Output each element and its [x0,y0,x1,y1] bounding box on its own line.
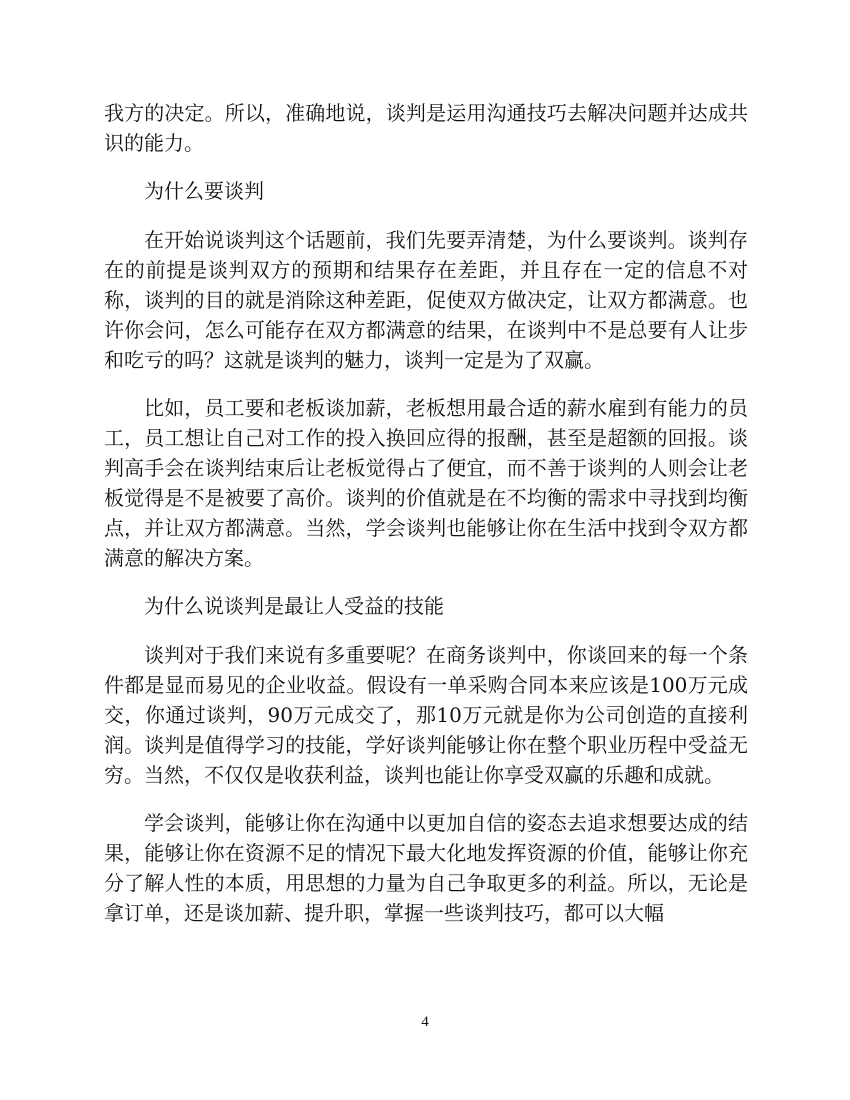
paragraph-why-negotiate: 在开始说谈判这个话题前，我们先要弄清楚，为什么要谈判。谈判存在的前提是谈判双方的预期和结果存在差距，并且存在一定的信息不对称，谈判的目的就是消除这种差距，促使双方做决定，让双方都满意。也许你会问，怎么可能存在双方都满意的结果，在谈判中不是总要有人让步和吃亏的吗？这就是谈判的魅力，谈判一定是为了双赢。 [104,228,748,372]
page-body [104,98,748,946]
section-heading-why-negotiate: 为什么要谈判 [144,179,264,203]
page-number: 4 [421,1014,429,1030]
section-heading-most-beneficial-skill: 为什么说谈判是最让人受益的技能 [144,594,444,618]
paragraph-salary-example: 比如，员工要和老板谈加薪，老板想用最合适的薪水雇到有能力的员工，员工想让自己对工作的投入换回应得的报酬，甚至是超额的回报。谈判高手会在谈判结束后让老板觉得占了便宜，而不善于谈判的人则会让老板觉得是不是被要了高价。谈判的价值就是在不均衡的需求中寻找到均衡点，并让双方都满意。当然，学会谈判也能够让你在生活中找到令双方都满意的解决方案。 [104,396,748,570]
paragraph-learn-negotiation: 学会谈判，能够让你在沟通中以更加自信的姿态去追求想要达成的结果，能够让你在资源不足的情况下最大化地发挥资源的价值，能够让你充分了解人性的本质，用思想的力量为自己争取更多的利益。所以，无论是拿订单，还是谈加薪、提升职，掌握一些谈判技巧，都可以大幅 [104,811,748,925]
paragraph-continuation: 我方的决定。所以，准确地说，谈判是运用沟通技巧去解决问题并达成共识的能力。 [104,101,748,155]
paragraph-business-negotiation: 谈判对于我们来说有多重要呢？在商务谈判中，你谈回来的每一个条件都是显而易见的企业收益。假设有一单采购合同本来应该是100万元成交，你通过谈判，90万元成交了，那10万元就是你为公司创造的直接利润。谈判是值得学习的技能，学好谈判能够让你在整个职业历程中受益无穷。当然，不仅仅是收获利益，谈判也能让你享受双赢的乐趣和成就。 [104,643,748,787]
